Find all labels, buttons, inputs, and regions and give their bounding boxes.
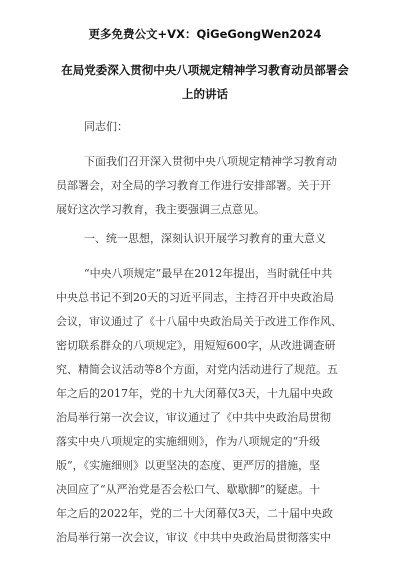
paragraph-line: 年之后的2022年，党的二十大闭幕仅3天，二十届中央政 [56, 507, 333, 520]
title-line: 上的讲话 [182, 87, 228, 101]
paragraph-line: 会议，审议通过了《十八届中央政治局关于改进工作作风、 [56, 315, 342, 328]
paragraph-line: 落实中央八项规定的实施细则》，作为八项规定的“升级 [56, 435, 321, 448]
paragraph-line: 员部署会，对全局的学习教育工作进行安排部署。关于开 [56, 179, 331, 192]
paragraph-line: 中央总书记不到20天的习近平同志，主持召开中央政治局 [56, 291, 334, 304]
paragraph-line: 版”，《实施细则》以更坚决的态度、更严厉的措施，坚 [56, 459, 321, 472]
paragraph-line: 治局举行第一次会议，审议《中共中央政治局贯彻落实中 [56, 531, 331, 544]
paragraph-line: 究、精简会议活动等8个方面，对党内活动进行了规范。五 [56, 363, 338, 376]
paragraph-line: 决回应了“从严治党是否会松口气、歇歇脚”的疑虑。十 [56, 483, 321, 496]
paragraph-line: 展好这次学习教育，我主要强调三点意见。 [56, 203, 265, 216]
document-title [50, 58, 360, 106]
salutation: 同志们： [84, 120, 128, 133]
header-watermark: 更多免费公文+VX：QiGeGongWen2024 [88, 27, 322, 41]
paragraph-line: 年之后的2017年，党的十九大闭幕仅3天，十九届中央政 [56, 387, 333, 400]
paragraph-line: 下面我们召开深入贯彻中央八项规定精神学习教育动 [84, 155, 337, 168]
paragraph-intro [56, 150, 356, 222]
paragraph-body [56, 262, 356, 550]
title-line: 在局党委深入贯彻中央八项规定精神学习教育动员部署会 [61, 63, 349, 77]
paragraph-line: “中央八项规定”最早在2012年提出，当时就任中共 [84, 267, 333, 280]
paragraph-line: 治局举行第一次会议，审议通过了《中共中央政治局贯彻 [56, 411, 331, 424]
paragraph-line: 密切联系群众的八项规定》，用短短600字，从改进调查研 [56, 339, 336, 352]
section-heading: 一、统一思想，深刻认识开展学习教育的重大意义 [84, 232, 326, 245]
